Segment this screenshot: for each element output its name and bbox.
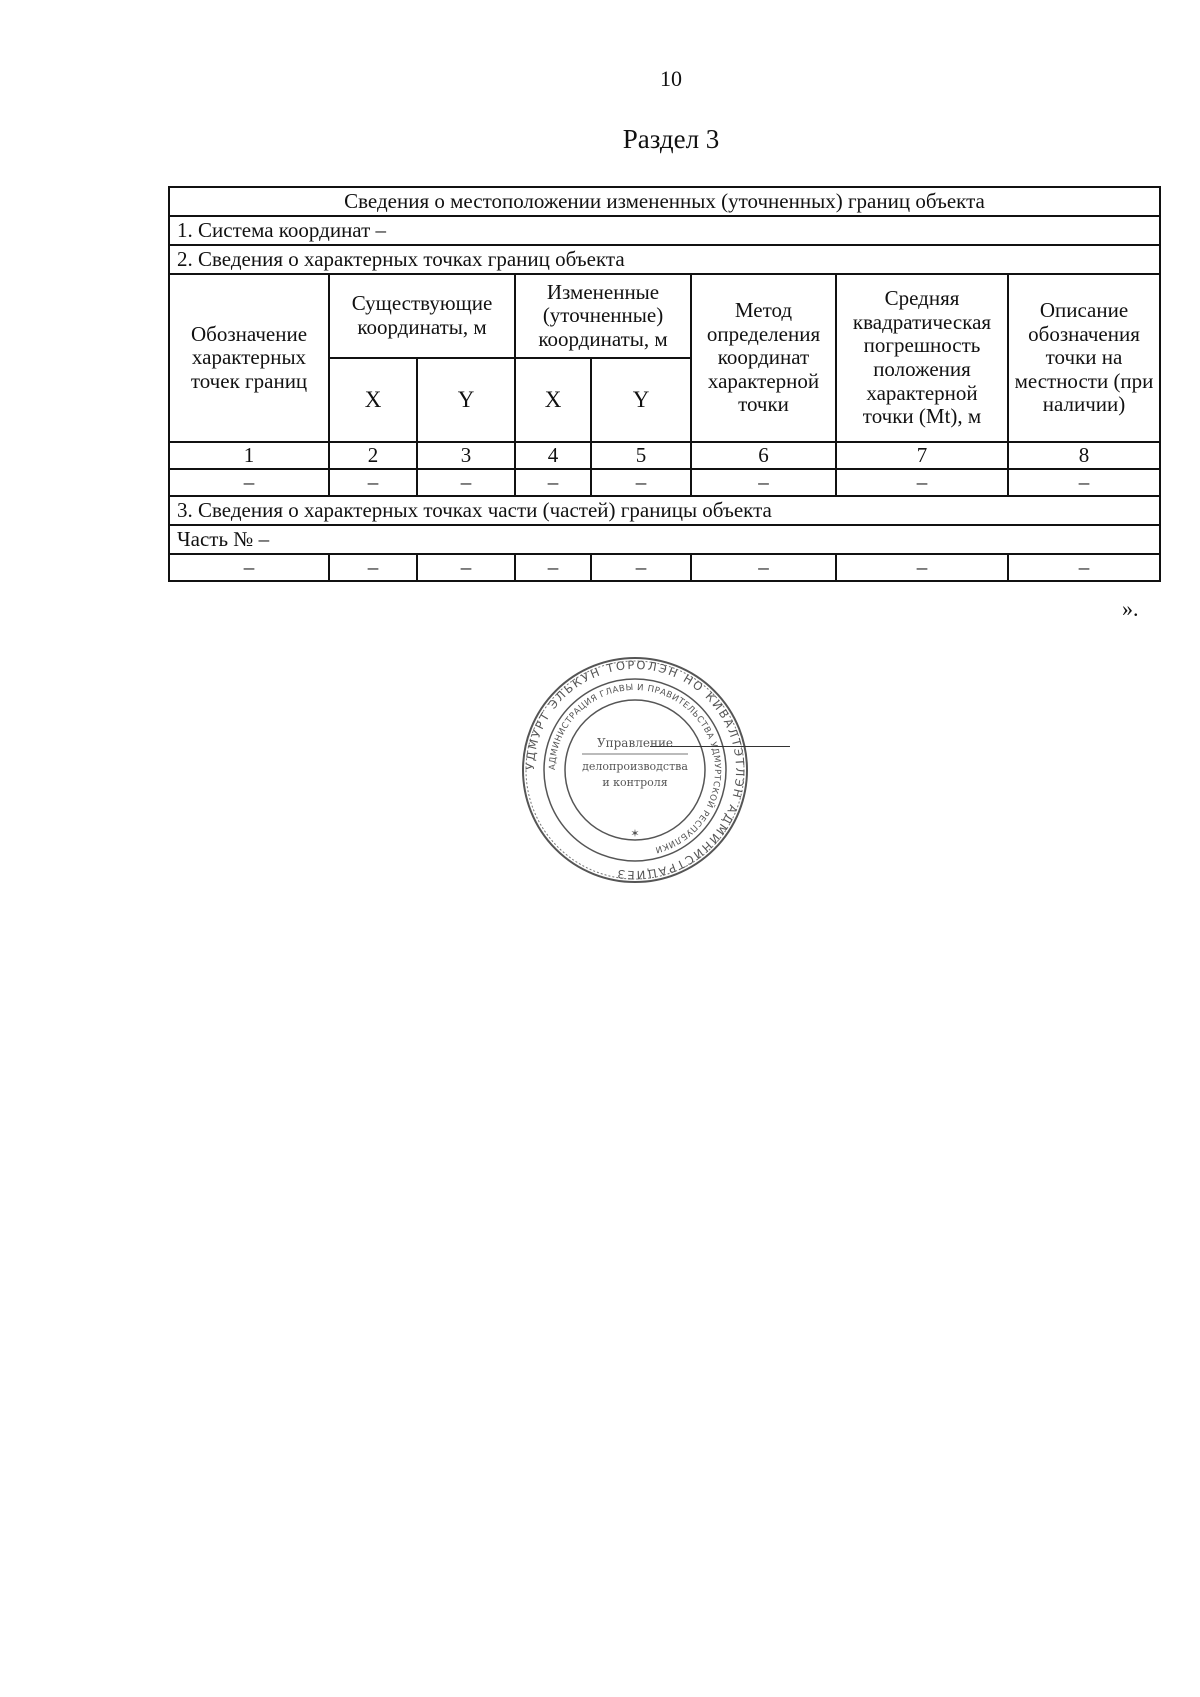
table-cell: – [691, 554, 836, 581]
header-changed-coordinates: Измененные (уточненные) координаты, м [515, 274, 691, 358]
header-existing-x: X [329, 358, 417, 442]
seal-star-icon: ✶ [630, 827, 640, 840]
header-existing-y: Y [417, 358, 515, 442]
header-changed-y: Y [591, 358, 691, 442]
table-heading: Сведения о местоположении измененных (уточненных) границ объекта [169, 187, 1160, 216]
table-cell: – [591, 554, 691, 581]
signature-line [650, 746, 790, 747]
column-number: 3 [417, 442, 515, 469]
column-number: 7 [836, 442, 1008, 469]
column-number: 4 [515, 442, 591, 469]
table-cell: – [836, 469, 1008, 496]
table-cell: – [836, 554, 1008, 581]
column-number: 1 [169, 442, 329, 469]
page-number: 10 [660, 66, 682, 91]
official-seal-stamp [520, 655, 750, 885]
table-cell: – [417, 554, 515, 581]
table-cell: – [691, 469, 836, 496]
table-cell: – [329, 554, 417, 581]
part-number-row: Часть № – [169, 525, 1160, 554]
table-cell: – [515, 554, 591, 581]
seal-center-line-3: и контроля [602, 776, 668, 789]
table-cell: – [169, 554, 329, 581]
header-designation: Обозначение характерных точек границ [169, 274, 329, 442]
seal-center-line-2: делопроизводства [582, 760, 688, 773]
parts-subheading: 3. Сведения о характерных точках части (частей) границы объекта [169, 496, 1160, 525]
parts-data-row [169, 554, 1160, 581]
column-number: 8 [1008, 442, 1160, 469]
points-data-row [169, 469, 1160, 496]
coordinates-table [168, 186, 1161, 582]
table-cell: – [1008, 554, 1160, 581]
closing-quote: ». [1122, 596, 1139, 621]
header-existing-coordinates: Существующие координаты, м [329, 274, 515, 358]
column-number: 5 [591, 442, 691, 469]
table-cell: – [169, 469, 329, 496]
table-cell: – [1008, 469, 1160, 496]
seal-outer-text-path: УДМУРТ ЭЛЬКУН ТОРОЛЭН НО КИВАЛТЭТЛЭН АДМИНИСТРАЦИЕЗ [522, 657, 748, 883]
column-number: 6 [691, 442, 836, 469]
section-title: Раздел 3 [622, 124, 720, 154]
header-error: Средняя квадратическая погрешность положения характерной точки (Mt), м [836, 274, 1008, 442]
table-cell: – [417, 469, 515, 496]
table-cell: – [515, 469, 591, 496]
table-cell: – [329, 469, 417, 496]
header-description: Описание обозначения точки на местности (при наличии) [1008, 274, 1160, 442]
coordinate-system-row: 1. Система координат – [169, 216, 1160, 245]
seal-inner-text-path: АДМИНИСТРАЦИЯ ГЛАВЫ И ПРАВИТЕЛЬСТВА УДМУРТСКОЙ РЕСПУБЛИКИ [547, 682, 723, 855]
table-cell: – [591, 469, 691, 496]
seal-center-line-1: Управление [596, 736, 674, 750]
header-method: Метод определения координат характерной точки [691, 274, 836, 442]
column-number-row [169, 442, 1160, 469]
points-subheading: 2. Сведения о характерных точках границ объекта [169, 245, 1160, 274]
header-changed-x: X [515, 358, 591, 442]
column-number: 2 [329, 442, 417, 469]
